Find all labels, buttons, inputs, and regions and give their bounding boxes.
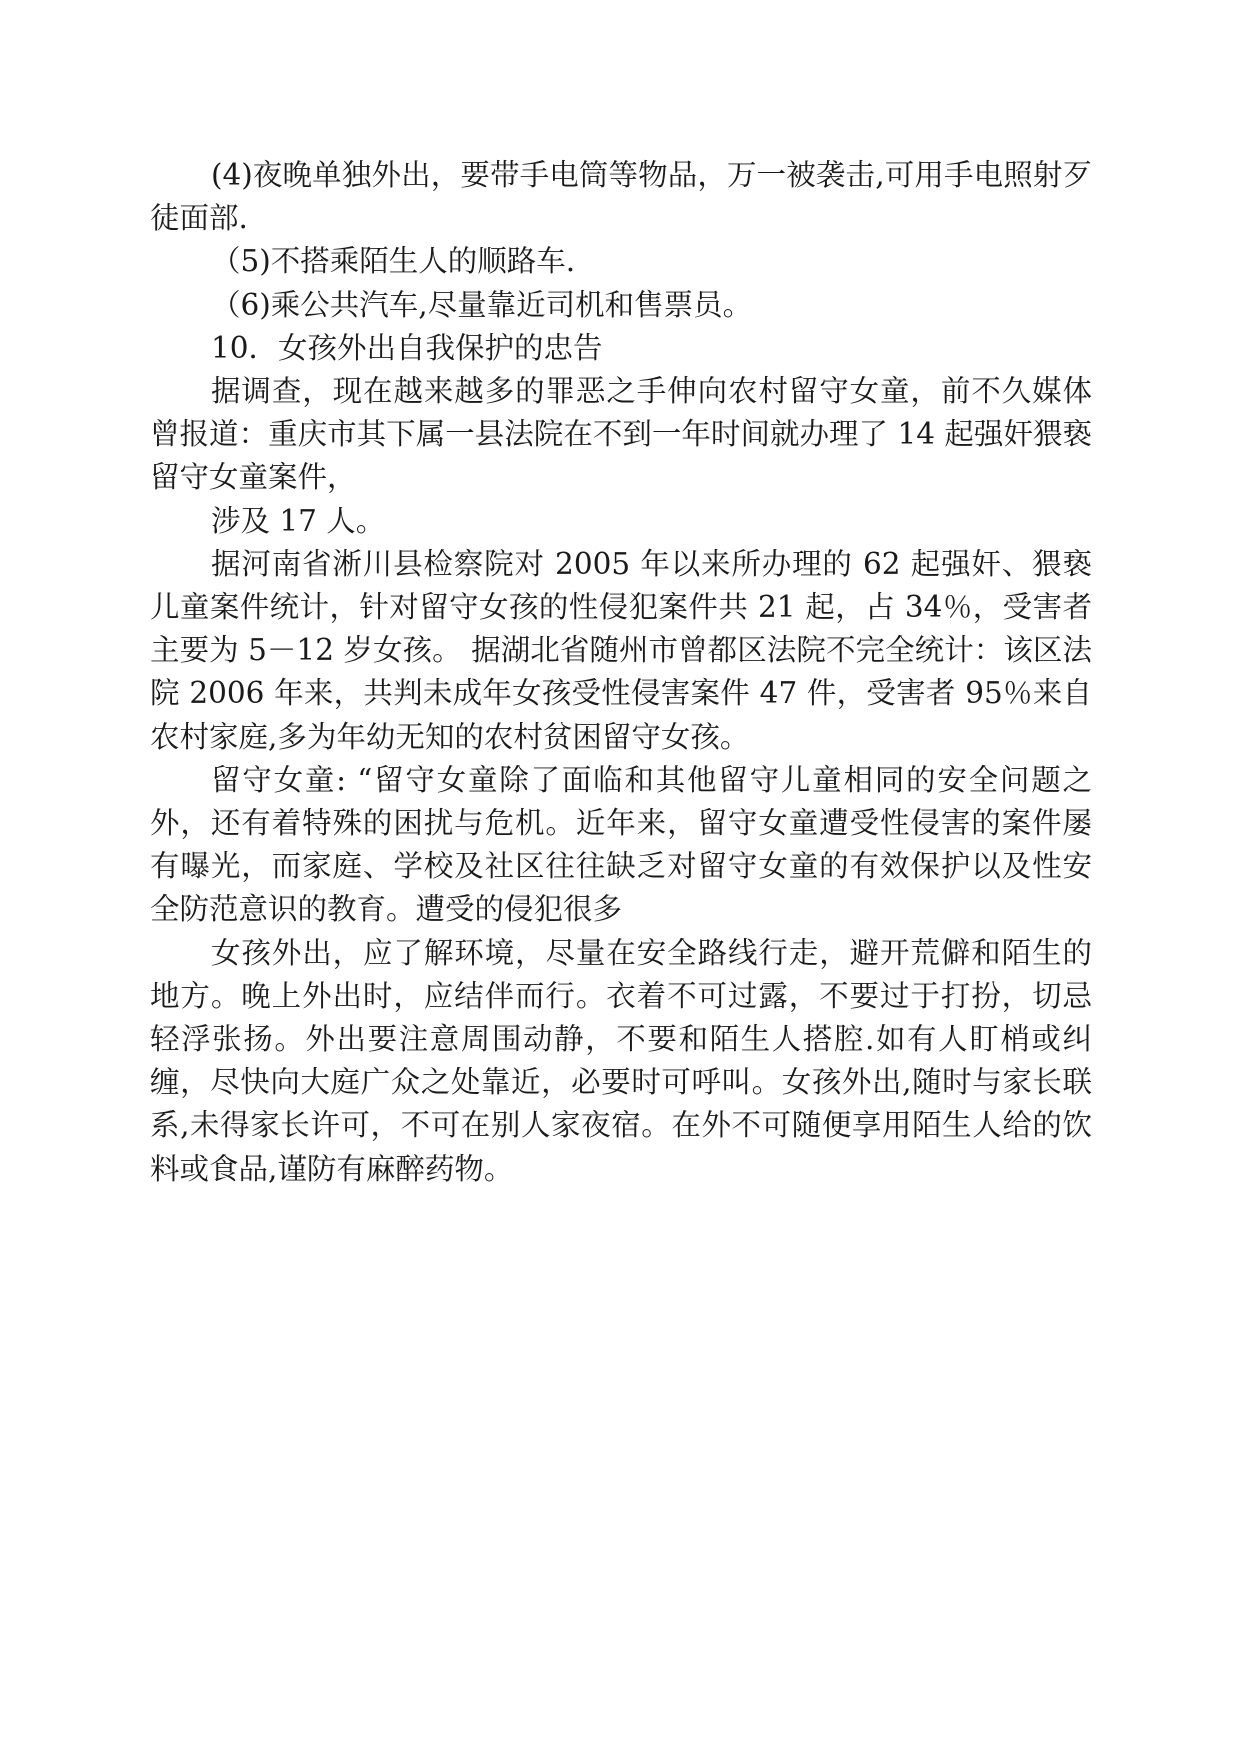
paragraph-involved-count: 涉及 17 人。 <box>211 503 386 538</box>
paragraph-left-behind-girls: 留守女童: “留守女童除了面临和其他留守儿童相同的安全问题之外，还有着特殊的困扰与危机。近年来，留守女童遭受性侵害的案件屡有曝光，而家庭、学校及社区往往缺乏对留守女童的有效保护以及性安全防范意识的教育。遭受的侵犯很多 <box>150 762 1092 927</box>
section-heading: 10．女孩外出自我保护的忠告 <box>211 330 603 365</box>
paragraph-item-4-night-outing: (4)夜晚单独外出，要带手电筒等物品，万一被袭击,可用手电照射歹徒面部. <box>150 158 1092 236</box>
paragraph-statistics: 据河南省淅川县检察院对 2005 年以来所办理的 62 起强奸、猥亵儿童案件统计，针对留守女孩的性侵犯案件共 21 起，占 34％，受害者主要为 5－12 岁女孩。 据湖北省随州市曾都区法院不完全统计：该区法院 2006 年来，共判未成年女孩受性侵害案件 47 件，受害者 95％来自农村家庭,多为年幼无知的农村贫困留守女孩。 <box>150 546 1092 754</box>
paragraph-advice: 女孩外出，应了解环境，尽量在安全路线行走，避开荒僻和陌生的地方。晚上外出时，应结伴而行。衣着不可过露，不要过于打扮，切忌轻浮张扬。外出要注意周围动静，不要和陌生人搭腔.如有人盯梢或纠缠，尽快向大庭广众之处靠近，必要时可呼叫。女孩外出,随时与家长联系,未得家长许可，不可在别人家夜宿。在外不可随便享用陌生人给的饮料或食品,谨防有麻醉药物。 <box>150 935 1092 1186</box>
paragraph-survey: 据调查，现在越来越多的罪恶之手伸向农村留守女童，前不久媒体曾报道：重庆市其下属一县法院在不到一年时间就办理了 14 起强奸猥亵留守女童案件， <box>150 374 1092 495</box>
paragraph-item-6-bus: （6)乘公共汽车,尽量靠近司机和售票员。 <box>211 287 753 322</box>
paragraph-item-5-no-rides: （5)不搭乘陌生人的顺路车. <box>211 244 576 279</box>
document-body <box>150 154 1092 1191</box>
